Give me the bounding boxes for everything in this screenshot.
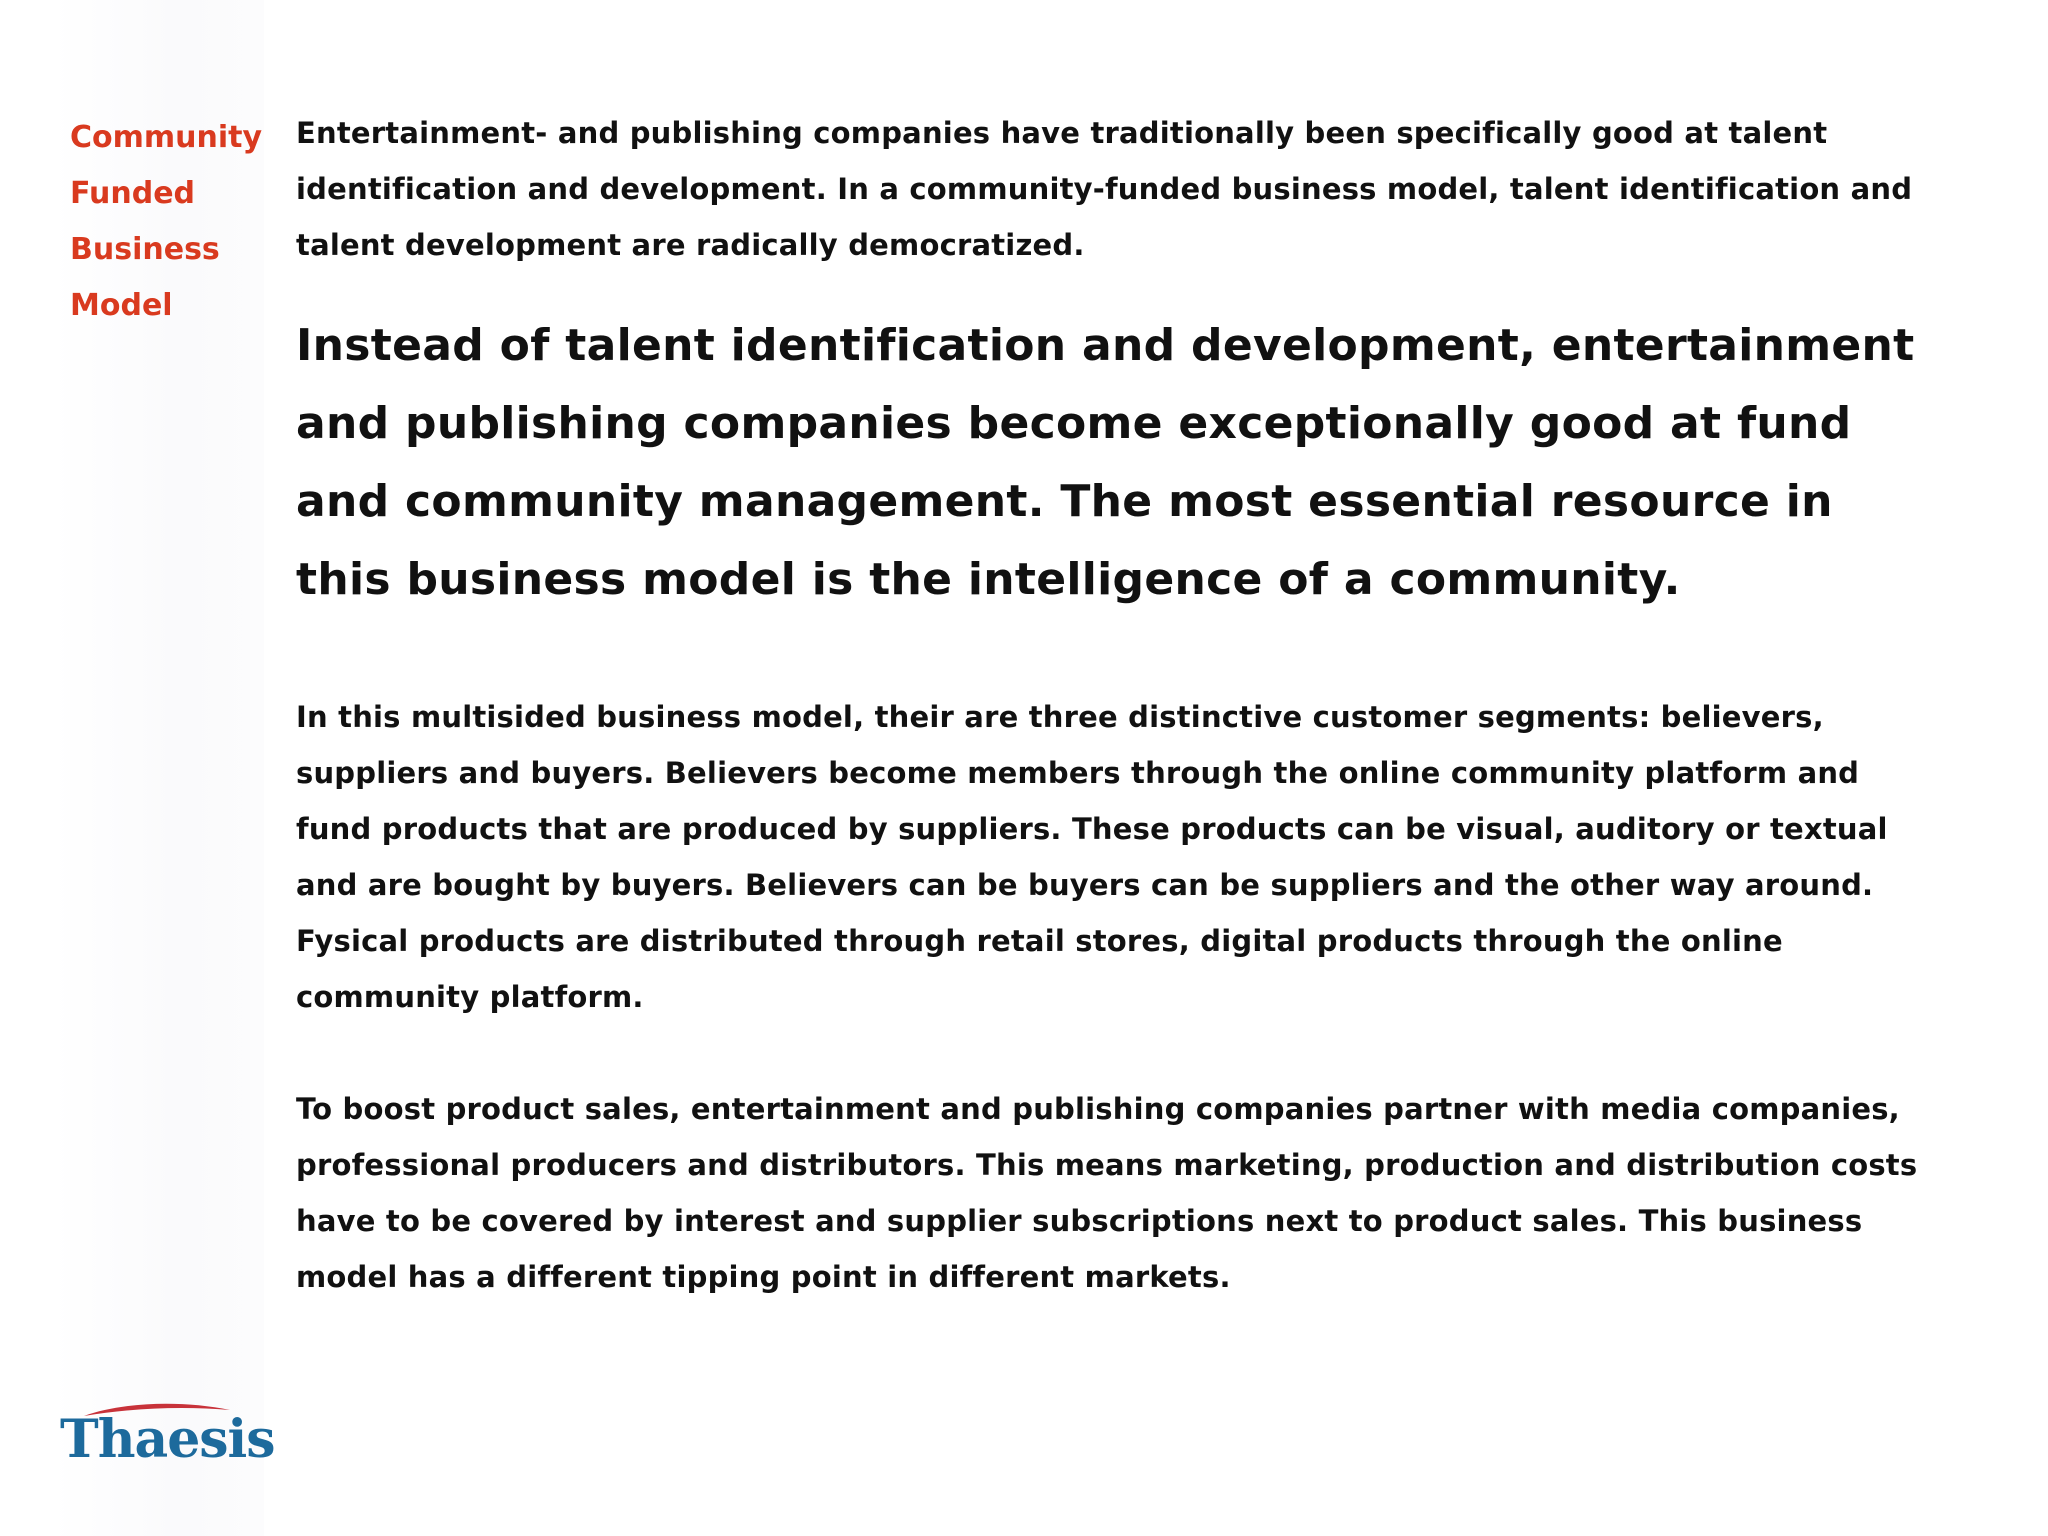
section-title: Community Funded Business Model: [70, 120, 263, 323]
logo-wordmark: Thaesis: [60, 1409, 275, 1470]
intro-paragraph: Entertainment- and publishing companies have traditionally been specifically good at talent identification and development. In a community-funded business model, talent identification and talent development are radically democratized.: [296, 116, 1913, 262]
main-content: [296, 105, 1936, 1305]
highlight-statement: Instead of talent identification and development, entertainment and publishing companies become exceptionally good at fund and community management. The most essential resource in this business model is the intelligence of a community.: [296, 320, 1915, 605]
body-paragraph-partners: To boost product sales, entertainment and publishing companies partner with media companies, professional producers and distributors. This means marketing, production and distribution costs have to be covered by interest and supplier subscriptions next to product sales. This business model has a different tipping point in different markets.: [296, 1092, 1918, 1294]
thaesis-logo: [60, 1400, 275, 1470]
body-paragraph-segments: In this multisided business model, their are three distinctive customer segments: believers, suppliers and buyers. Believers become members through the online community platform and fund products that are produced by suppliers. These products can be visual, auditory or textual and are bought by buyers. Believers can be buyers can be suppliers and the other way around. Fysical products are distributed through retail stores, digital products through the online community platform.: [296, 700, 1888, 1014]
